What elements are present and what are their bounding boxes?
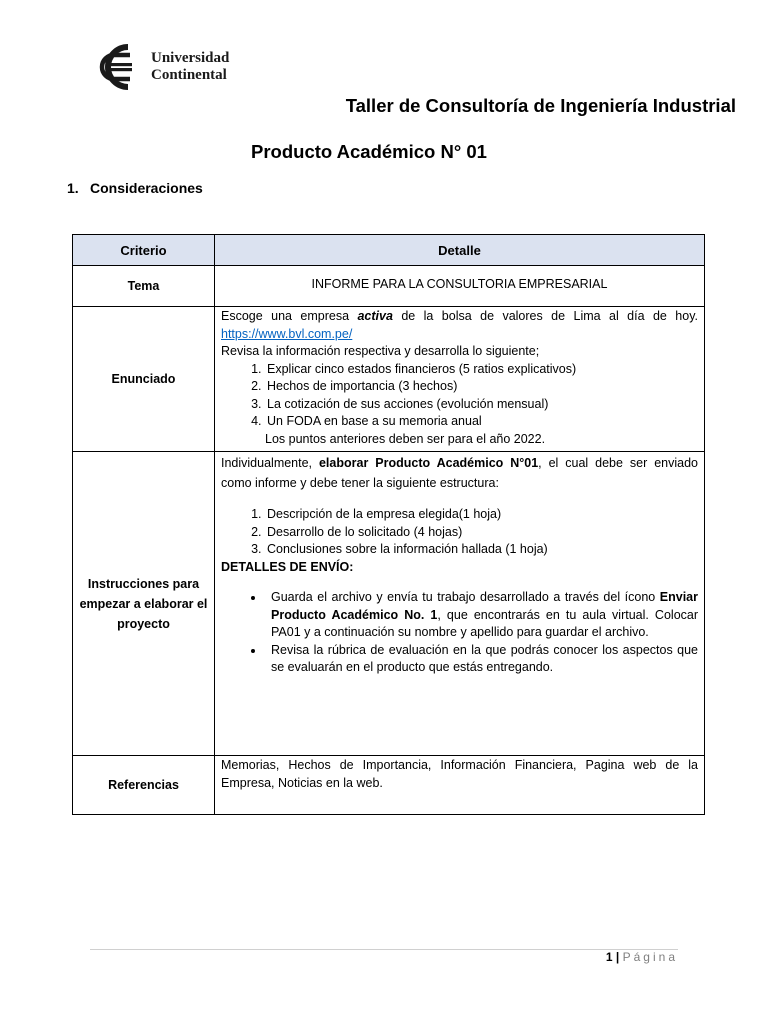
university-logo [88,42,229,92]
table-row-enunciado [73,307,705,452]
header-detalle: Detalle [215,235,705,266]
list-item: 2. Desarrollo de lo solicitado (4 hojas) [265,524,698,542]
enunciado-list [221,361,698,431]
list-item: 4. Un FODA en base a su memoria anual [265,413,698,431]
spacer [221,493,698,506]
bullet-item: • Revisa la rúbrica de evaluación en la que podrás conocer los aspectos que se evaluarán en el producto que estás entregando. [265,642,698,677]
section-title: Consideraciones [90,180,203,196]
bullet-1-text-a: Guarda el archivo y envía tu trabajo desarrollado a través del ícono [271,590,660,604]
page-number: 1 [605,950,613,964]
enunciado-note: Los puntos anteriores deben ser para el año 2022. [265,431,546,446]
table-row-instrucciones [73,452,705,756]
list-item: 3. La cotización de sus acciones (evolución mensual) [265,396,698,414]
instrucciones-paragraph-1 [221,453,698,493]
considerations-table [72,234,705,815]
product-title: Producto Académico N° 01 [251,141,487,162]
page-word: Página [622,950,678,964]
bvl-link[interactable]: https://www.bvl.com.pe/ [221,326,353,341]
enunciado-text-c: de la bolsa de valores de Lima al día de hoy. [392,309,698,323]
list-item: 1. Descripción de la empresa elegida(1 hoja) [265,506,698,524]
bullet-1-emphasis: Enviar Producto Académico No. 1 [271,590,698,622]
logo-line-2: Continental [151,67,227,83]
spacer [221,576,698,589]
instrucciones-detail [215,452,705,756]
bullet-1-text-c: , que encontrarás en tu aula virtual. Colocar PA01 y a continuación su nombre y apellido para guardar el archivo. [271,607,699,639]
enunciado-emphasis: activa [357,309,393,323]
tema-label: Tema [73,266,215,307]
list-item: 3. Conclusiones sobre la información hallada (1 hoja) [265,541,698,559]
logo-text [151,50,229,84]
instrucciones-emphasis: elaborar Producto Académico N°01 [318,456,539,470]
delivery-bullets [221,589,698,677]
referencias-label: Referencias [73,756,215,815]
enunciado-text-a: Escoge una empresa [221,309,358,323]
footer-divider [90,949,678,950]
enunciado-label: Enunciado [73,307,215,452]
header-criterio: Criterio [73,235,215,266]
page-separator: | [615,950,620,964]
table-row-tema [73,266,705,307]
list-item: 1. Explicar cinco estados financieros (5 ratios explicativos) [265,361,698,379]
table-header-row [73,235,705,266]
enunciado-paragraph-2: Revisa la información respectiva y desarrolla lo siguiente; [221,344,540,358]
instrucciones-label: Instrucciones para empezar a elaborar el proyecto [73,452,215,756]
table-row-referencias [73,756,705,815]
list-item: 2. Hechos de importancia (3 hechos) [265,378,698,396]
section-number: 1. [67,180,79,196]
section-heading [67,180,203,196]
enunciado-paragraph-1 [221,308,698,343]
referencias-detail: Memorias, Hechos de Importancia, Información Financiera, Pagina web de la Empresa, Noticias en la web. [215,756,705,815]
instrucciones-text-a: Individualmente, [221,456,319,470]
enunciado-detail [215,307,705,452]
course-title: Taller de Consultoría de Ingeniería Industrial [345,95,736,116]
page-footer [606,950,678,964]
universidad-continental-logo-icon [88,43,144,91]
tema-detail: INFORME PARA LA CONSULTORIA EMPRESARIAL [215,266,705,307]
detalles-envio-title: DETALLES DE ENVÍO: [221,559,354,574]
bullet-item [265,589,698,642]
logo-line-1: Universidad [151,50,230,66]
structure-list [221,506,698,559]
instrucciones-text-c: , el cual debe ser enviado como informe y debe tener la siguiente estructura: [221,456,698,490]
